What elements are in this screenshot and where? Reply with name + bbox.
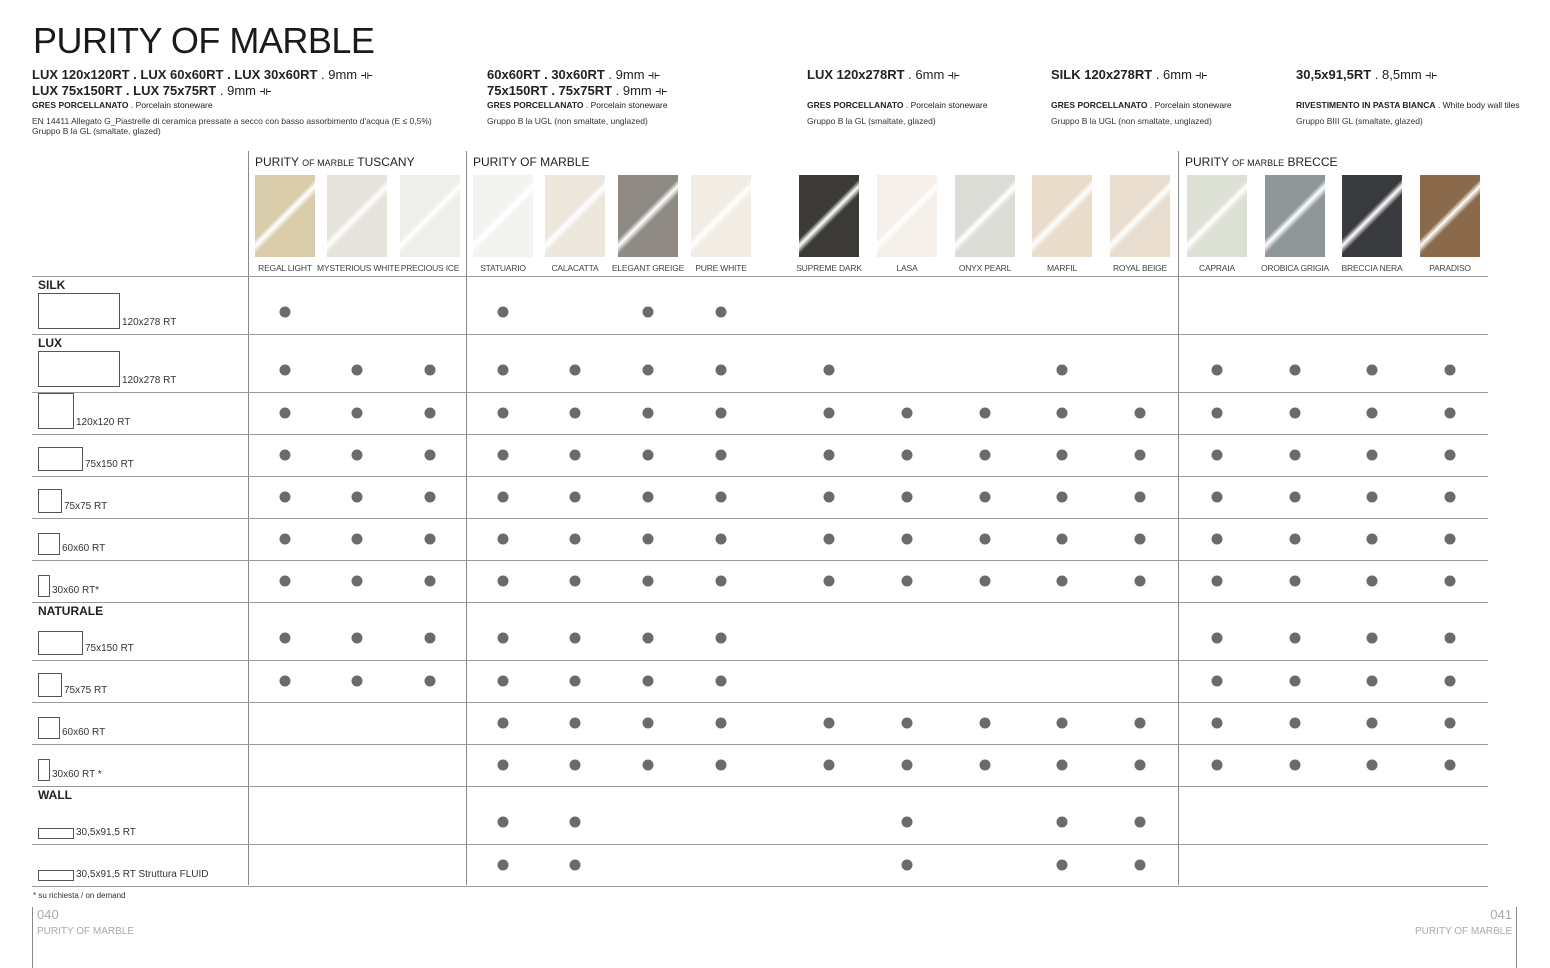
availability-dot: [980, 450, 991, 461]
availability-dot: [570, 408, 581, 419]
availability-dot: [902, 576, 913, 587]
marble-name: REGAL LIGHT: [258, 263, 312, 273]
spacer: [807, 83, 988, 99]
spec-header: [32, 67, 432, 136]
availability-dot: [352, 576, 363, 587]
spacer: [1296, 83, 1520, 99]
availability-dot: [643, 450, 654, 461]
spec-note: EN 14411 Allegato G_Piastrelle di ceramica pressate a secco con basso assorbimento d'acqua (E ≤ 0,5%) Gruppo B la GL (smaltate, glazed): [32, 116, 432, 136]
availability-dot: [716, 633, 727, 644]
row-rule: [32, 434, 1488, 435]
tile-size-label: 120x278 RT: [122, 317, 177, 328]
spec-material: [1296, 100, 1520, 111]
availability-dot: [1290, 676, 1301, 687]
row-rule: [32, 660, 1488, 661]
spec-thickness: . 9mm ⟛: [216, 83, 272, 98]
availability-dot: [716, 760, 727, 771]
marble-name: ELEGANT GREIGE: [611, 263, 685, 273]
availability-dot: [824, 365, 835, 376]
availability-dot: [1290, 365, 1301, 376]
availability-dot: [902, 534, 913, 545]
spacer: [1051, 83, 1232, 99]
availability-dot: [716, 534, 727, 545]
spec-material-en: . Porcelain stoneware: [128, 100, 213, 110]
availability-dot: [570, 576, 581, 587]
tile-size-label: 30,5x91,5 RT Struttura FLUID: [76, 869, 209, 880]
marble-swatch: [618, 175, 678, 257]
availability-dot: [1290, 450, 1301, 461]
availability-dot: [1057, 576, 1068, 587]
spec-format-line: [807, 67, 988, 83]
spec-header: [1296, 67, 1520, 126]
marble-name: MYSTERIOUS WHITE: [317, 263, 400, 273]
availability-dot: [1445, 450, 1456, 461]
availability-dot: [498, 817, 509, 828]
marble-name: LASA: [896, 263, 918, 273]
availability-dot: [498, 718, 509, 729]
spec-thickness: . 6mm ⟛: [1152, 67, 1208, 82]
availability-dot: [570, 760, 581, 771]
marble-name: STATUARIO: [480, 263, 526, 273]
availability-dot: [498, 450, 509, 461]
availability-dot: [902, 860, 913, 871]
marble-swatch: [1110, 175, 1170, 257]
availability-dot: [902, 450, 913, 461]
tile-size-label: 75x150 RT: [85, 459, 134, 470]
availability-dot: [1445, 676, 1456, 687]
tile-size-label: 60x60 RT: [62, 727, 106, 738]
collection-label-pre: PURITY OF MARBLE: [473, 155, 590, 169]
availability-dot: [498, 633, 509, 644]
spec-material-name: GRES PORCELLANATO: [807, 100, 904, 110]
availability-dot: [1212, 760, 1223, 771]
marble-name: ONYX PEARL: [958, 263, 1012, 273]
availability-dot: [1367, 408, 1378, 419]
availability-dot: [280, 633, 291, 644]
availability-dot: [643, 534, 654, 545]
header-rule: [32, 276, 1488, 277]
availability-dot: [498, 307, 509, 318]
tile-format-icon: [38, 393, 74, 429]
footnote: * su richiesta / on demand: [33, 891, 126, 900]
availability-dot: [498, 534, 509, 545]
collection-label-post: TUSCANY: [354, 155, 415, 169]
row-rule: [32, 334, 1488, 335]
marble-swatch: [327, 175, 387, 257]
availability-dot: [902, 718, 913, 729]
availability-dot: [716, 676, 727, 687]
availability-dot: [1445, 760, 1456, 771]
spec-format-line: [487, 67, 668, 83]
availability-dot: [1135, 534, 1146, 545]
spec-note: Gruppo B la GL (smaltate, glazed): [807, 116, 936, 126]
availability-dot: [1212, 492, 1223, 503]
marble-swatch: [877, 175, 937, 257]
availability-dot: [1135, 450, 1146, 461]
availability-dot: [352, 534, 363, 545]
availability-dot: [1135, 718, 1146, 729]
marble-name: MARFIL: [1047, 263, 1077, 273]
availability-dot: [1057, 492, 1068, 503]
page-number-right: 041: [1490, 907, 1512, 922]
marble-swatch: [473, 175, 533, 257]
availability-dot: [824, 450, 835, 461]
tile-size-label: 75x75 RT: [64, 501, 108, 512]
availability-dot: [902, 408, 913, 419]
availability-dot: [1135, 576, 1146, 587]
tile-format-icon: [38, 293, 120, 329]
spec-header: [487, 67, 668, 126]
collection-label: [473, 155, 589, 169]
availability-dot: [352, 492, 363, 503]
availability-dot: [570, 718, 581, 729]
row-rule: [32, 560, 1488, 561]
availability-dot: [902, 817, 913, 828]
tile-format-icon: [38, 717, 60, 739]
marble-name: PURE WHITE: [695, 263, 747, 273]
availability-dot: [1367, 450, 1378, 461]
spec-material-name: GRES PORCELLANATO: [1051, 100, 1148, 110]
marble-name: SUPREME DARK: [796, 263, 862, 273]
spec-material: [1051, 100, 1232, 111]
marble-name: PRECIOUS ICE: [400, 263, 460, 273]
availability-dot: [280, 408, 291, 419]
availability-dot: [1367, 760, 1378, 771]
row-rule: [32, 392, 1488, 393]
availability-dot: [1135, 817, 1146, 828]
availability-dot: [1135, 760, 1146, 771]
availability-dot: [980, 760, 991, 771]
spec-material-en: . White body wall tiles: [1435, 100, 1520, 110]
availability-dot: [1445, 576, 1456, 587]
availability-dot: [498, 760, 509, 771]
spec-thickness: . 9mm ⟛: [317, 67, 373, 82]
marble-swatch: [1342, 175, 1402, 257]
spec-material-en: . Porcelain stoneware: [1147, 100, 1232, 110]
availability-dot: [643, 718, 654, 729]
availability-dot: [1290, 534, 1301, 545]
tile-format-icon: [38, 575, 50, 597]
availability-dot: [1445, 718, 1456, 729]
marble-name: PARADISO: [1429, 263, 1471, 273]
marble-swatch: [545, 175, 605, 257]
tile-format-icon: [38, 673, 62, 697]
collection-label: [1185, 155, 1337, 169]
availability-dot: [280, 492, 291, 503]
availability-dot: [425, 534, 436, 545]
row-rule: [32, 744, 1488, 745]
availability-dot: [498, 492, 509, 503]
availability-dot: [1135, 492, 1146, 503]
availability-dot: [824, 534, 835, 545]
availability-dot: [716, 718, 727, 729]
page-title-right: PURITY OF MARBLE: [1414, 926, 1512, 937]
availability-dot: [570, 534, 581, 545]
spec-material-en: . Porcelain stoneware: [583, 100, 668, 110]
availability-dot: [1290, 718, 1301, 729]
availability-dot: [1057, 408, 1068, 419]
spec-formats: 75x150RT . 75x75RT: [487, 83, 613, 98]
category-label: SILK: [38, 278, 66, 292]
availability-dot: [643, 408, 654, 419]
availability-dot: [1367, 492, 1378, 503]
availability-dot: [1367, 365, 1378, 376]
category-label: LUX: [38, 336, 62, 350]
spec-format-line: [487, 83, 668, 99]
tile-size-label: 120x120 RT: [76, 417, 131, 428]
collection-label-small: OF MARBLE: [1232, 158, 1285, 168]
availability-dot: [902, 760, 913, 771]
tile-size-label: 30x60 RT *: [52, 769, 102, 780]
availability-dot: [280, 534, 291, 545]
spec-note: Gruppo BIII GL (smaltate, glazed): [1296, 116, 1423, 126]
tile-format-icon: [38, 447, 83, 471]
spec-material: [32, 100, 432, 111]
availability-dot: [643, 676, 654, 687]
marble-swatch: [1265, 175, 1325, 257]
availability-dot: [980, 408, 991, 419]
availability-dot: [570, 492, 581, 503]
availability-dot: [1367, 534, 1378, 545]
row-rule: [32, 602, 1488, 603]
availability-dot: [643, 307, 654, 318]
availability-dot: [824, 760, 835, 771]
availability-dot: [1212, 576, 1223, 587]
marble-swatch: [955, 175, 1015, 257]
availability-dot: [643, 633, 654, 644]
availability-dot: [352, 450, 363, 461]
availability-dot: [425, 450, 436, 461]
collection-label-post: BRECCE: [1284, 155, 1338, 169]
tile-format-icon: [38, 631, 83, 655]
availability-dot: [280, 676, 291, 687]
tile-size-label: 75x150 RT: [85, 643, 134, 654]
tile-format-icon: [38, 870, 74, 881]
spec-thickness: . 6mm ⟛: [904, 67, 960, 82]
row-rule: [32, 476, 1488, 477]
availability-dot: [824, 492, 835, 503]
availability-dot: [1057, 534, 1068, 545]
availability-dot: [1212, 718, 1223, 729]
availability-dot: [425, 576, 436, 587]
collection-label-small: OF MARBLE: [302, 158, 355, 168]
tile-format-icon: [38, 351, 120, 387]
availability-dot: [1057, 860, 1068, 871]
collection-label-pre: PURITY: [255, 155, 303, 169]
spec-format-line: [32, 83, 432, 99]
spec-header: [807, 67, 988, 126]
availability-dot: [1212, 534, 1223, 545]
availability-dot: [716, 492, 727, 503]
spec-formats: LUX 120x278RT: [807, 67, 905, 82]
spec-material: [487, 100, 668, 111]
page-margin-line-right: [1516, 907, 1517, 968]
availability-dot: [716, 408, 727, 419]
availability-dot: [352, 365, 363, 376]
availability-dot: [1057, 450, 1068, 461]
spec-material-name: GRES PORCELLANATO: [487, 100, 584, 110]
availability-dot: [643, 760, 654, 771]
availability-dot: [1057, 817, 1068, 828]
availability-dot: [425, 365, 436, 376]
row-rule: [32, 518, 1488, 519]
spec-thickness: . 9mm ⟛: [612, 83, 668, 98]
availability-dot: [498, 365, 509, 376]
marble-swatch: [1032, 175, 1092, 257]
availability-dot: [1445, 408, 1456, 419]
availability-dot: [570, 450, 581, 461]
availability-dot: [352, 633, 363, 644]
availability-dot: [498, 576, 509, 587]
availability-dot: [1290, 492, 1301, 503]
availability-dot: [280, 450, 291, 461]
availability-dot: [425, 492, 436, 503]
availability-dot: [1290, 576, 1301, 587]
availability-dot: [643, 365, 654, 376]
availability-dot: [902, 492, 913, 503]
marble-name: BRECCIA NERA: [1341, 263, 1403, 273]
availability-dot: [425, 633, 436, 644]
spec-formats: LUX 75x150RT . LUX 75x75RT: [32, 83, 217, 98]
availability-dot: [980, 492, 991, 503]
availability-dot: [1367, 576, 1378, 587]
marble-name: OROBICA GRIGIA: [1260, 263, 1330, 273]
spec-formats: 30,5x91,5RT: [1296, 67, 1372, 82]
page-title: PURITY OF MARBLE: [33, 20, 375, 61]
tile-size-label: 30x60 RT*: [52, 585, 100, 596]
spec-note: Gruppo B la UGL (non smaltate, unglazed): [1051, 116, 1212, 126]
spec-header: [1051, 67, 1232, 126]
tile-size-label: 30,5x91,5 RT: [76, 827, 136, 838]
collection-label: [255, 155, 415, 169]
tile-size-label: 120x278 RT: [122, 375, 177, 386]
availability-dot: [570, 633, 581, 644]
availability-dot: [1057, 718, 1068, 729]
spec-note: Gruppo B la UGL (non smaltate, unglazed): [487, 116, 648, 126]
marble-name: CALACATTA: [551, 263, 599, 273]
availability-dot: [1212, 408, 1223, 419]
marble-swatch: [1420, 175, 1480, 257]
page-margin-line-left: [32, 907, 33, 968]
marble-swatch: [400, 175, 460, 257]
availability-dot: [1445, 492, 1456, 503]
availability-dot: [1445, 633, 1456, 644]
availability-dot: [716, 307, 727, 318]
availability-dot: [824, 718, 835, 729]
marble-swatch: [691, 175, 751, 257]
availability-dot: [716, 365, 727, 376]
availability-dot: [1445, 534, 1456, 545]
availability-dot: [425, 408, 436, 419]
spec-formats: 60x60RT . 30x60RT: [487, 67, 605, 82]
availability-dot: [1212, 365, 1223, 376]
availability-dot: [1290, 760, 1301, 771]
availability-dot: [980, 534, 991, 545]
tile-size-label: 60x60 RT: [62, 543, 106, 554]
availability-dot: [570, 676, 581, 687]
availability-dot: [980, 718, 991, 729]
marble-swatch: [1187, 175, 1247, 257]
category-label: WALL: [38, 788, 72, 802]
availability-dot: [570, 817, 581, 828]
availability-dot: [1367, 633, 1378, 644]
availability-dot: [570, 365, 581, 376]
availability-dot: [570, 860, 581, 871]
row-rule: [32, 844, 1488, 845]
spec-thickness: . 9mm ⟛: [604, 67, 660, 82]
availability-dot: [1212, 633, 1223, 644]
spec-material-name: GRES PORCELLANATO: [32, 100, 129, 110]
availability-dot: [1212, 450, 1223, 461]
availability-dot: [1367, 676, 1378, 687]
availability-dot: [716, 576, 727, 587]
availability-dot: [1057, 365, 1068, 376]
availability-dot: [1367, 718, 1378, 729]
availability-dot: [1135, 860, 1146, 871]
availability-dot: [1445, 365, 1456, 376]
spec-format-line: [1051, 67, 1232, 83]
spec-format-line: [32, 67, 432, 83]
availability-dot: [352, 408, 363, 419]
marble-swatch: [799, 175, 859, 257]
availability-dot: [980, 576, 991, 587]
row-rule: [32, 886, 1488, 887]
availability-dot: [498, 676, 509, 687]
availability-dot: [1135, 408, 1146, 419]
spec-material-en: . Porcelain stoneware: [903, 100, 988, 110]
availability-dot: [716, 450, 727, 461]
availability-dot: [1057, 760, 1068, 771]
marble-name: CAPRAIA: [1199, 263, 1235, 273]
tile-format-icon: [38, 489, 62, 513]
spec-material-name: RIVESTIMENTO IN PASTA BIANCA: [1296, 100, 1436, 110]
availability-dot: [643, 576, 654, 587]
availability-dot: [280, 307, 291, 318]
spec-formats: SILK 120x278RT: [1051, 67, 1153, 82]
spec-format-line: [1296, 67, 1520, 83]
availability-dot: [824, 408, 835, 419]
page-number-left: 040: [37, 907, 59, 922]
availability-dot: [824, 576, 835, 587]
availability-dot: [352, 676, 363, 687]
page-title-left: PURITY OF MARBLE: [37, 926, 135, 937]
category-label: NATURALE: [38, 604, 104, 618]
availability-dot: [425, 676, 436, 687]
tile-format-icon: [38, 759, 50, 781]
tile-format-icon: [38, 828, 74, 839]
marble-swatch: [255, 175, 315, 257]
availability-dot: [1212, 676, 1223, 687]
spec-formats: LUX 120x120RT . LUX 60x60RT . LUX 30x60RT: [32, 67, 318, 82]
collection-label-pre: PURITY: [1185, 155, 1233, 169]
availability-dot: [643, 492, 654, 503]
tile-size-label: 75x75 RT: [64, 685, 108, 696]
spec-material: [807, 100, 988, 111]
availability-dot: [280, 576, 291, 587]
availability-dot: [498, 408, 509, 419]
row-rule: [32, 786, 1488, 787]
tile-format-icon: [38, 533, 60, 555]
row-rule: [32, 702, 1488, 703]
spec-thickness: . 8,5mm ⟛: [1371, 67, 1438, 82]
availability-dot: [1290, 633, 1301, 644]
marble-name: ROYAL BEIGE: [1112, 263, 1167, 273]
availability-dot: [498, 860, 509, 871]
availability-dot: [1290, 408, 1301, 419]
availability-dot: [280, 365, 291, 376]
